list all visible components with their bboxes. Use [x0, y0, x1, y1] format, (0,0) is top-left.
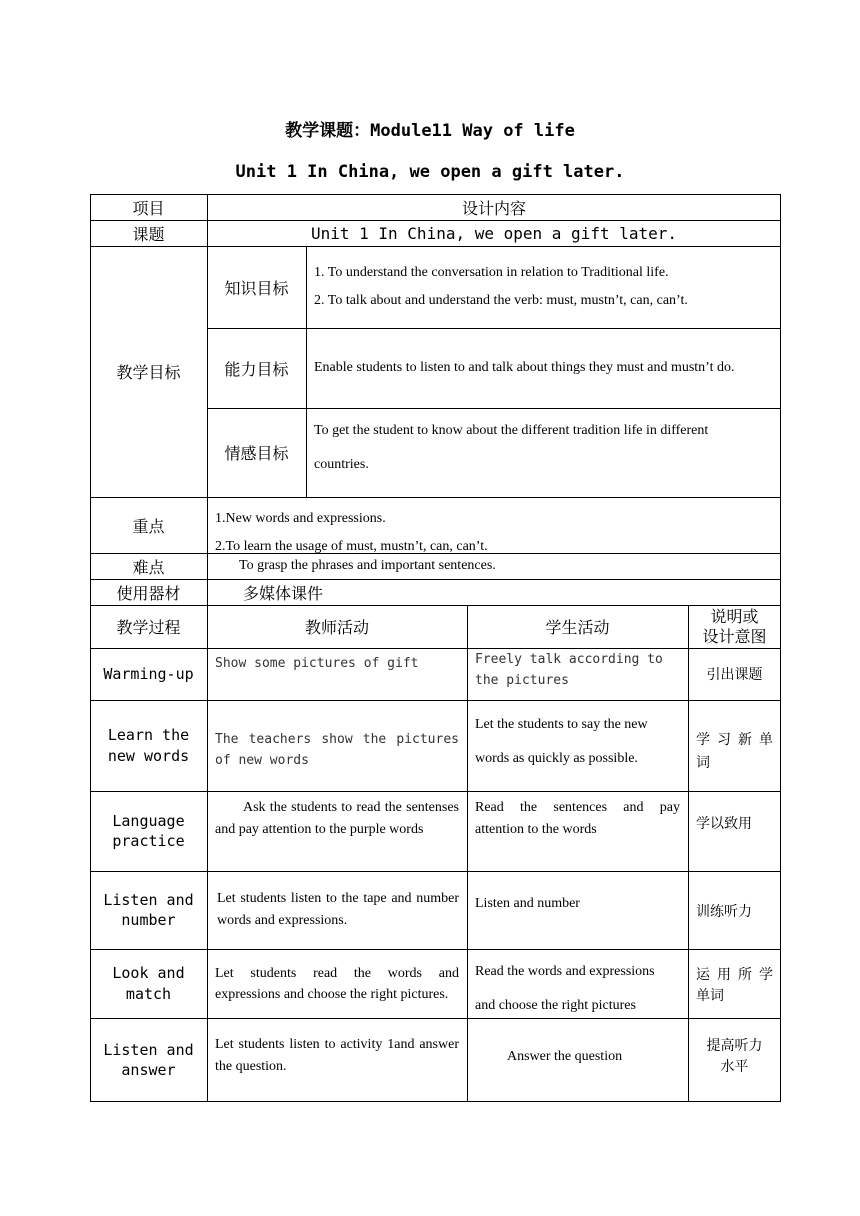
step-stage: Look and match [112, 964, 185, 1003]
equipment-text: 多媒体课件 [243, 583, 324, 603]
topic-label: 课题 [132, 224, 165, 244]
difficulty-text: To grasp the phrases and important sentences. [239, 557, 496, 573]
topic-value: Unit 1 In China, we open a gift later. [310, 223, 678, 243]
step-student-activity: Read the sentences and pay attention to the words [475, 800, 680, 838]
unit-subtitle: Unit 1 In China, we open a gift later. [235, 162, 625, 182]
step-design-note: 运 用 所 学 单词 [696, 966, 773, 1004]
key-points-line2: 2.To learn the usage of must, mustn’t, can, can’t. [215, 539, 488, 554]
key-points-label: 重点 [132, 516, 165, 536]
design-intent-header-line1: 说明或 [710, 607, 759, 627]
key-points-text [207, 497, 781, 553]
ability-goal-text: Enable students to listen to and talk about things they must and mustn’t do. [314, 359, 735, 375]
lesson-title: 教学课题：Module11 Way of life [285, 121, 575, 141]
ability-goal-label: 能力目标 [224, 359, 289, 379]
step-design-note: 训练听力 [696, 904, 752, 920]
step-student-activity [467, 700, 688, 791]
step-design-note: 学以致用 [696, 816, 752, 832]
step-student-activity: Listen and number [475, 896, 580, 911]
key-points-line1: 1.New words and expressions. [215, 511, 386, 526]
step-design-note-line1: 提高听力 [706, 1038, 763, 1054]
step-design-note-line2: 水平 [720, 1059, 749, 1075]
objectives-label: 教学目标 [116, 363, 181, 382]
step-design-note [688, 1018, 781, 1102]
header-content-label: 设计内容 [461, 198, 526, 218]
process-header-label: 教学过程 [116, 618, 181, 637]
step-student-line2: and choose the right pictures [475, 997, 636, 1013]
emotion-goal-text [306, 408, 781, 497]
step-student-activity: Freely talk according to the pictures [475, 652, 663, 688]
step-student-line2: words as quickly as possible. [475, 750, 638, 766]
emotion-goal-line2: countries. [314, 456, 369, 472]
step-design-note: 学 习 新 单 词 [696, 732, 773, 771]
equipment-label: 使用器材 [116, 583, 181, 603]
knowledge-goal-line1: 1. To understand the conversation in relation to Traditional life. [314, 265, 669, 280]
step-teacher-activity: Let students listen to activity 1and answer the question. [215, 1037, 459, 1075]
step-teacher-activity: Let students read the words and expressions and choose the right pictures. [215, 965, 459, 1002]
step-stage: Listen and answer [103, 1040, 194, 1079]
teacher-activity-header: 教师活动 [304, 618, 369, 637]
header-item-label: 项目 [132, 198, 165, 218]
step-student-line1: Let the students to say the new [475, 717, 648, 732]
knowledge-goal-text [306, 246, 781, 328]
emotion-goal-label: 情感目标 [224, 444, 289, 463]
step-student-line1: Read the words and expressions [475, 964, 655, 979]
step-stage: Warming-up [103, 664, 194, 683]
step-stage: Language practice [112, 811, 185, 850]
emotion-goal-line1: To get the student to know about the different tradition life in different [314, 423, 709, 438]
design-intent-header [688, 605, 781, 648]
step-teacher-activity: Let students listen to the tape and number words and expressions. [217, 890, 459, 928]
knowledge-goal-label: 知识目标 [224, 278, 289, 298]
knowledge-goal-line2: 2. To talk about and understand the verb: must, mustn’t, can, can’t. [314, 293, 688, 308]
step-teacher-activity: Ask the students to read the sentenses and pay attention to the purple words [215, 800, 459, 838]
step-stage: Learn the new words [107, 726, 190, 765]
step-teacher-activity: The teachers show the pictures of new words [215, 731, 459, 768]
step-stage: Listen and number [103, 890, 194, 929]
step-design-note: 引出课题 [706, 667, 763, 683]
step-teacher-activity: Show some pictures of gift [215, 656, 419, 671]
design-intent-header-line2: 设计意图 [702, 626, 767, 646]
step-student-activity: Answer the question [507, 1049, 623, 1064]
difficulty-label: 难点 [132, 557, 165, 577]
step-student-activity [467, 949, 688, 1018]
student-activity-header: 学生活动 [545, 618, 610, 637]
